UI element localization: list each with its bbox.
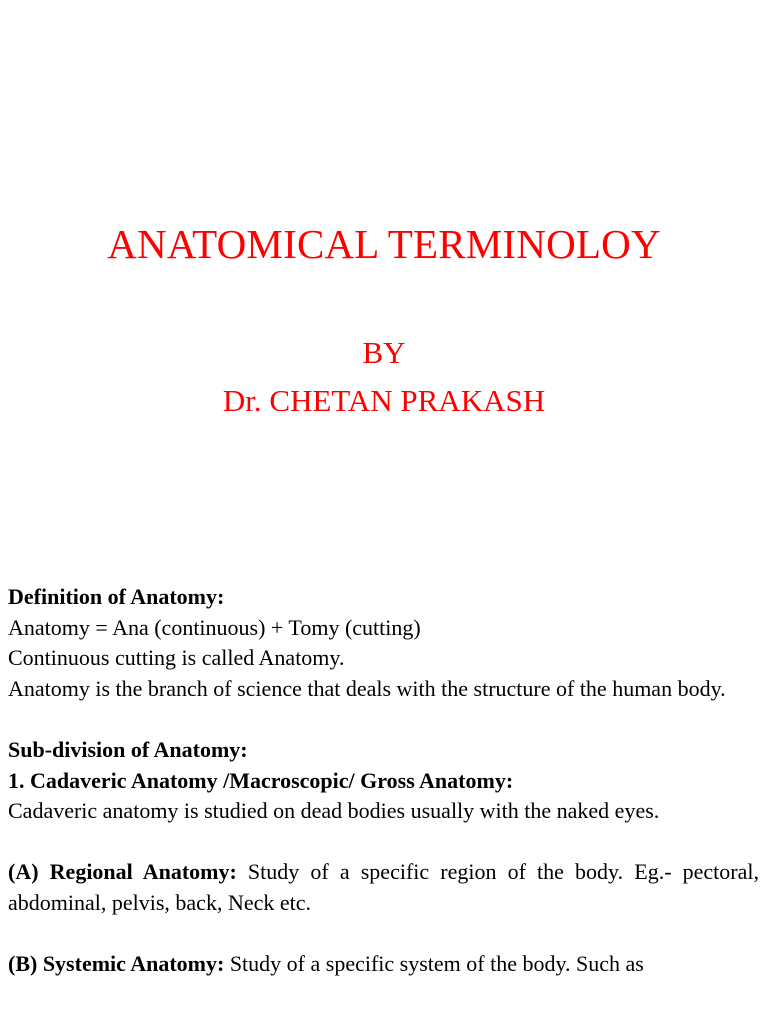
document-body	[8, 582, 759, 980]
regional-anatomy-label: (A) Regional Anatomy:	[8, 859, 237, 885]
paragraph-gap	[8, 827, 759, 858]
paragraph-gap	[8, 704, 759, 735]
systemic-anatomy-text: Study of a specific system of the body. Such as	[224, 951, 644, 977]
document-title: ANATOMICAL TERMINOLOY	[107, 221, 661, 267]
definition-line-2: Continuous cutting is called Anatomy.	[8, 645, 345, 671]
definition-line-3: Anatomy is the branch of science that deals with the structure of the human body.	[8, 675, 726, 701]
cadaveric-anatomy-heading: 1. Cadaveric Anatomy /Macroscopic/ Gross Anatomy:	[8, 767, 514, 793]
definition-heading: Definition of Anatomy:	[8, 584, 225, 609]
cadaveric-anatomy-text: Cadaveric anatomy is studied on dead bodies usually with the naked eyes.	[8, 798, 660, 824]
author-name: Dr. CHETAN PRAKASH	[222, 383, 546, 418]
subdivision-heading: Sub-division of Anatomy:	[8, 736, 248, 762]
systemic-anatomy-paragraph	[8, 949, 759, 980]
systemic-anatomy-label: (B) Systemic Anatomy:	[8, 951, 225, 977]
definition-line-1: Anatomy = Ana (continuous) + Tomy (cutting)	[8, 614, 421, 640]
regional-anatomy-paragraph	[8, 857, 759, 918]
regional-anatomy-text: Study of a specific region of the body. Eg.- pectoral, abdominal, pelvis, back, Neck etc.	[8, 859, 759, 915]
by-line: BY	[362, 335, 406, 370]
paragraph-gap	[8, 919, 759, 950]
